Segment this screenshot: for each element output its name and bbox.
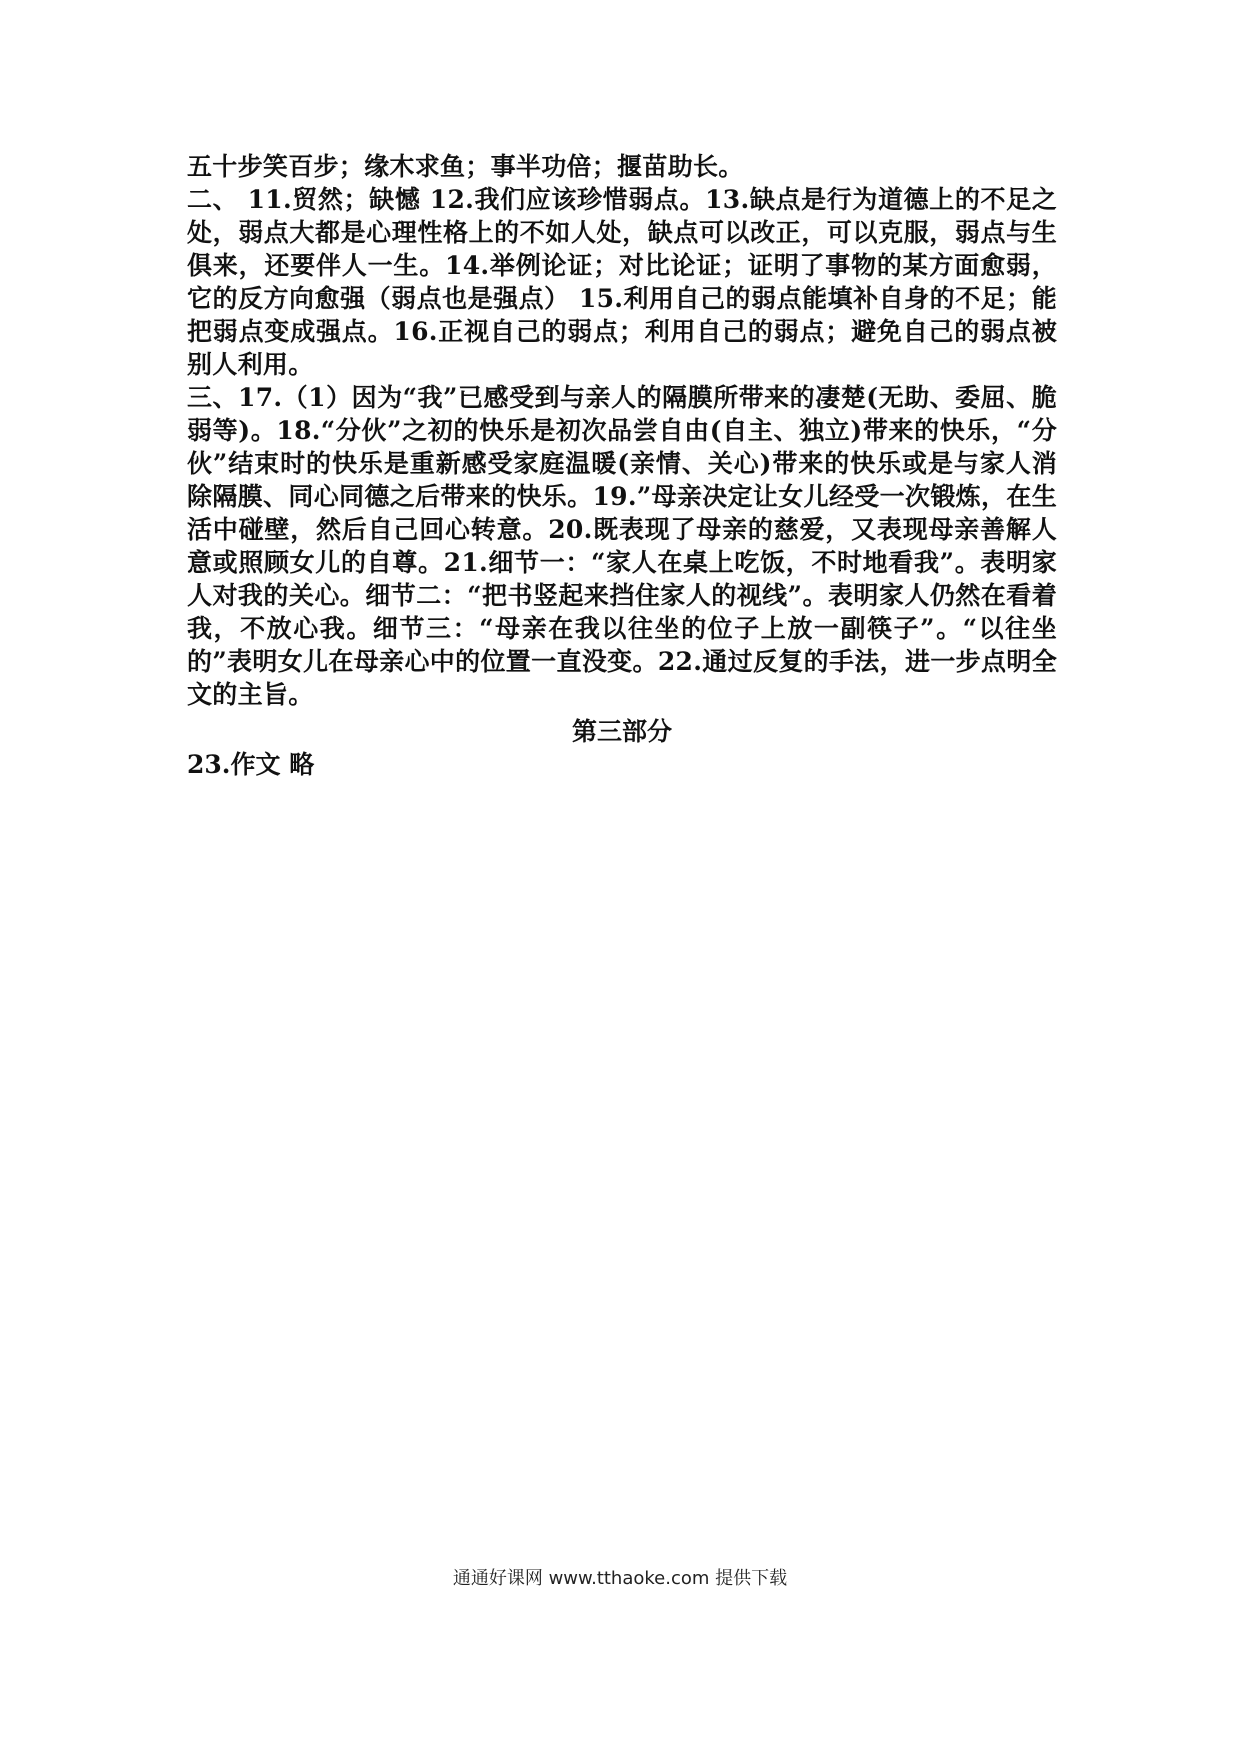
download-footer: 通通好课网 www.tthaoke.com 提供下载 [452, 1568, 788, 1589]
answer-paragraph-part1-idioms: 五十步笑百步；缘木求鱼；事半功倍；揠苗助长。 [187, 152, 744, 181]
answer-content [187, 150, 1057, 781]
composition-answer: 23.作文 略 [187, 750, 315, 779]
answer-paragraph-section-two: 二、 11.贸然；缺憾 12.我们应该珍惜弱点。13.缺点是行为道德上的不足之处，弱点大都是心理性格上的不如人处，缺点可以改正，可以克服，弱点与生俱来，还要伴人一生。14.举例论证；对比论证；证明了事物的某方面愈弱，它的反方向愈强（弱点也是强点） 15.利用自己的弱点能填补自身的不足；能把弱点变成强点。16.正视自己的弱点；利用自己的弱点；避免自己的弱点被别人利用。 [187, 185, 1057, 379]
answer-paragraph-section-three: 三、17.（1）因为“我”已感受到与亲人的隔膜所带来的凄楚(无助、委屈、脆弱等)。18.“分伙”之初的快乐是初次品尝自由(自主、独立)带来的快乐，“分伙”结束时的快乐是重新感受家庭温暖(亲情、关心)带来的快乐或是与家人消除隔膜、同心同德之后带来的快乐。19.”母亲决定让女儿经受一次锻炼，在生活中碰壁，然后自己回心转意。20.既表现了母亲的慈爱，又表现母亲善解人意或照顾女儿的自尊。21.细节一：“家人在桌上吃饭，不时地看我”。表明家人对我的关心。细节二：“把书竖起来挡住家人的视线”。表明家人仍然在看着我，不放心我。细节三：“母亲在我以往坐的位子上放一副筷子”。“以往坐的”表明女儿在母亲心中的位置一直没变。22.通过反复的手法，进一步点明全文的主旨。 [187, 383, 1057, 709]
section-heading-part-three: 第三部分 [571, 717, 672, 746]
